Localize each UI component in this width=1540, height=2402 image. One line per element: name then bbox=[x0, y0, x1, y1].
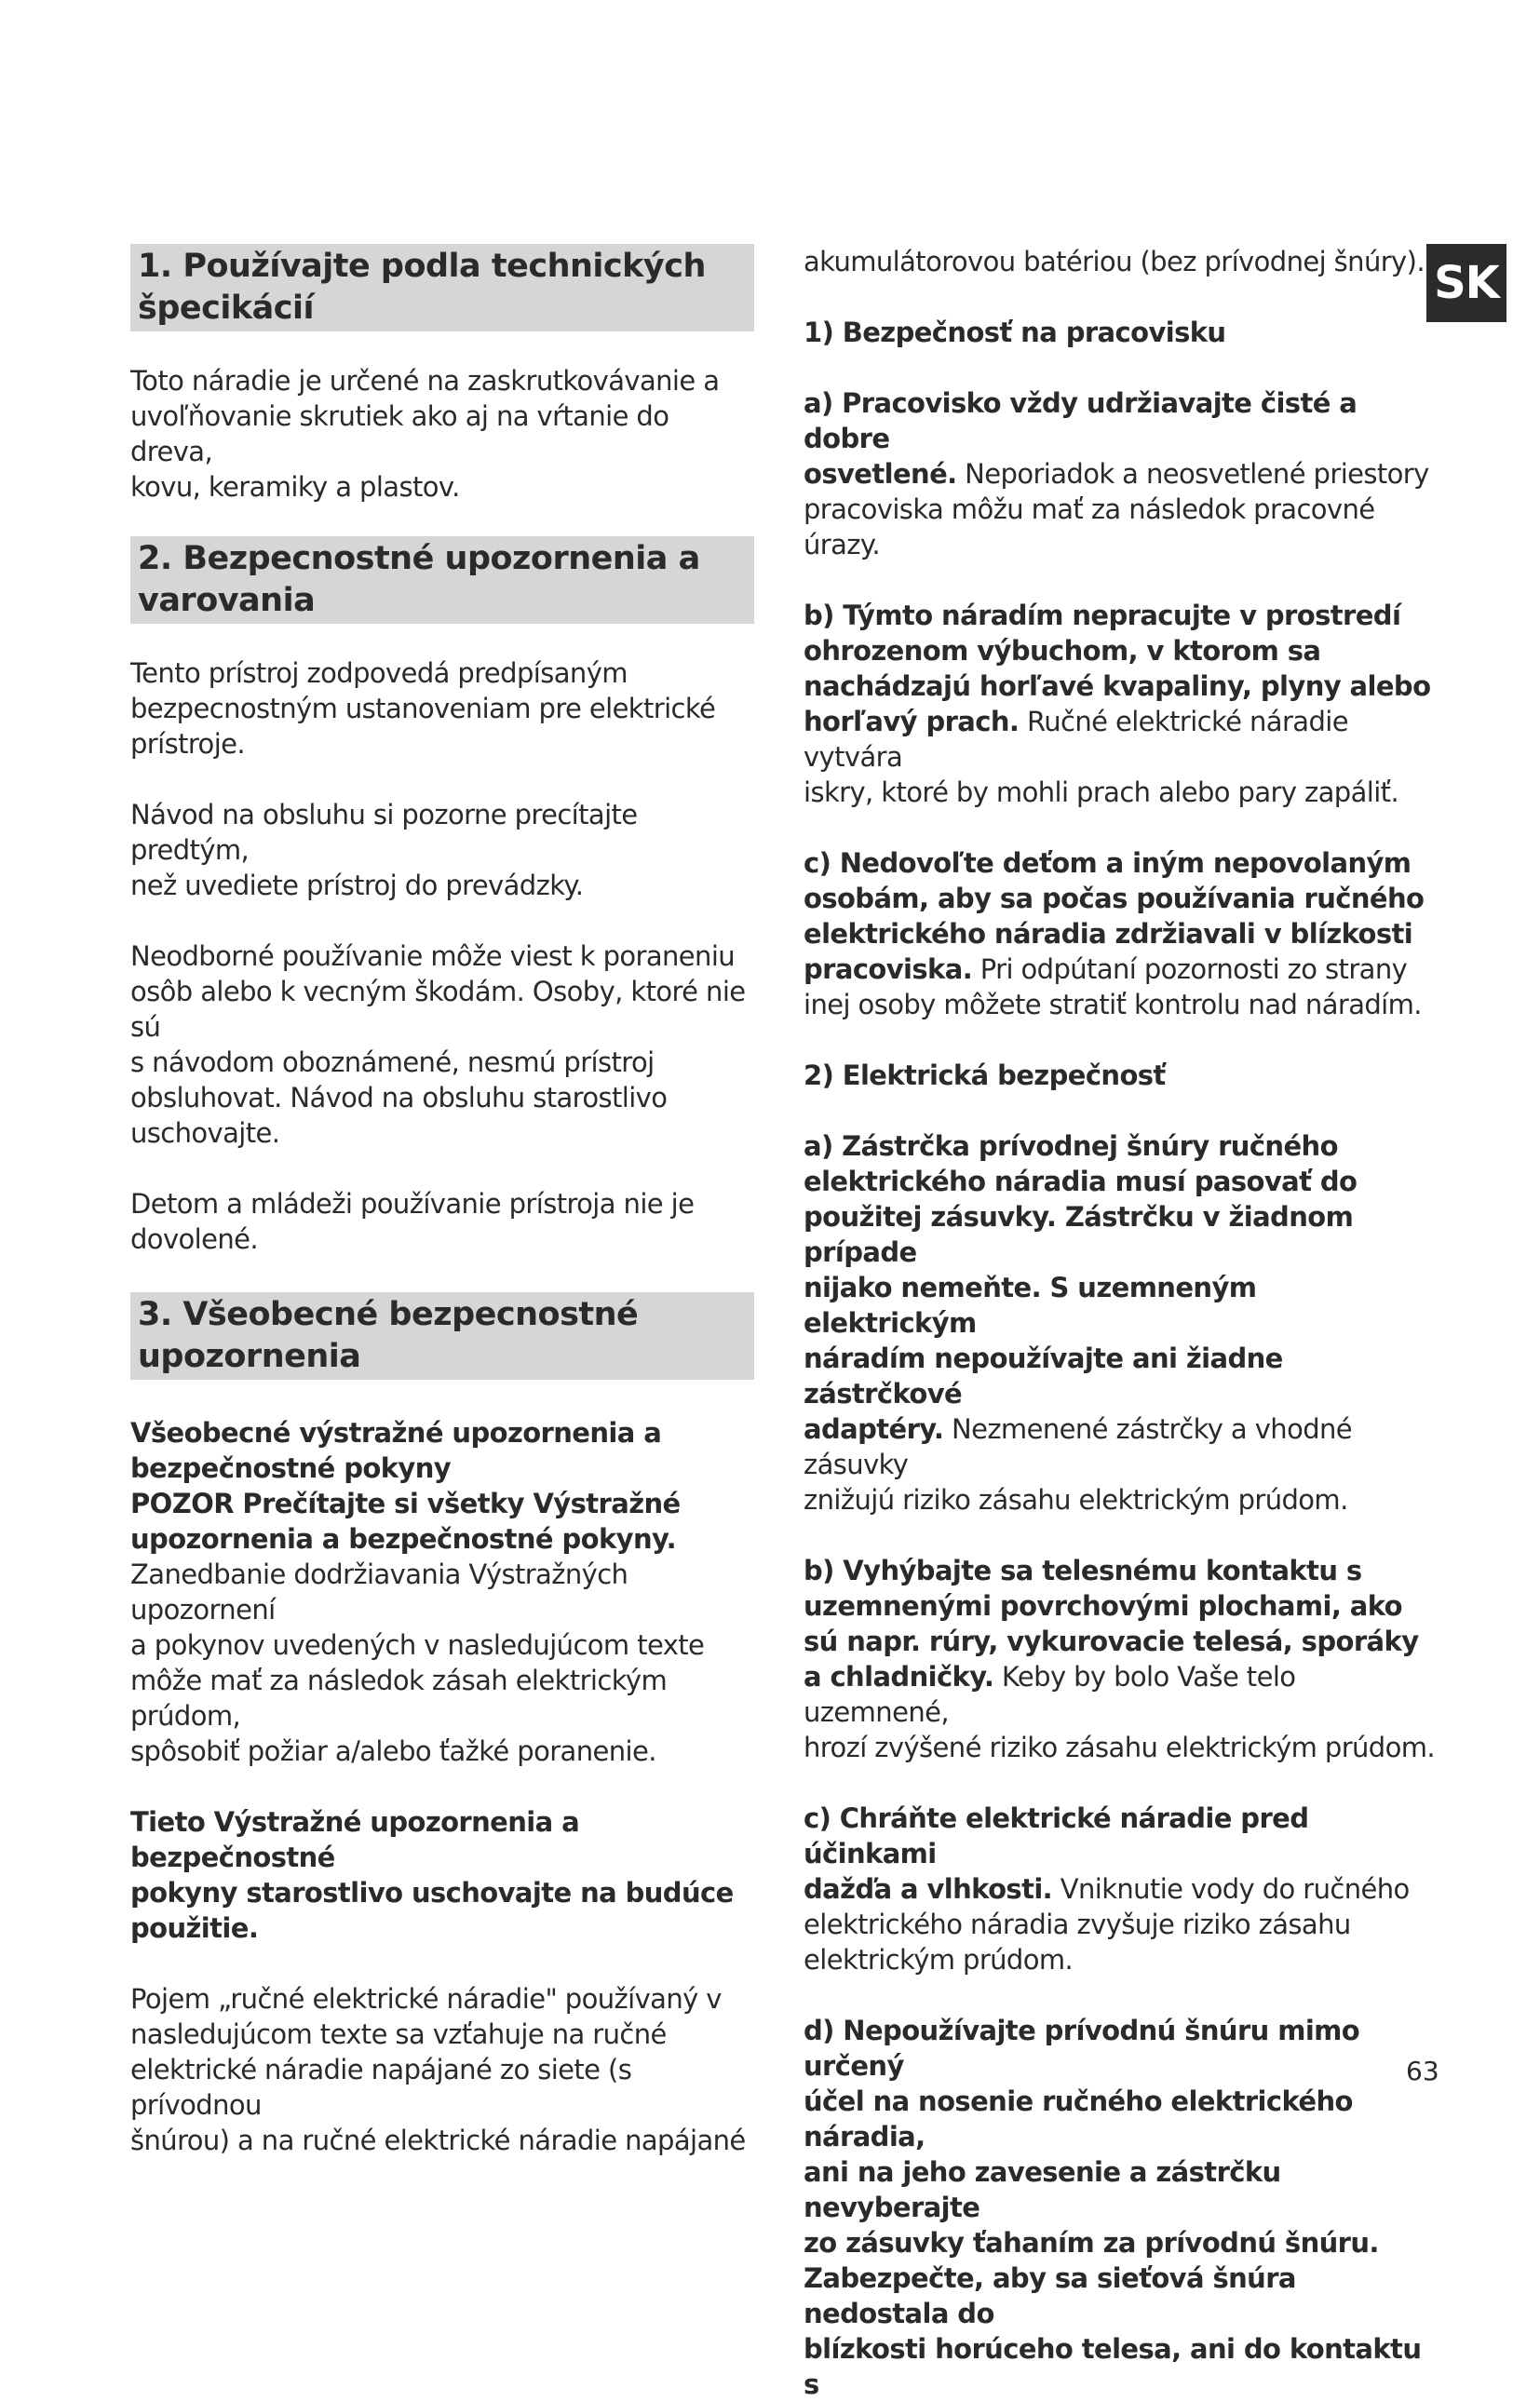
left-column bbox=[130, 244, 754, 2158]
paragraph-compliance: Tento prístroj zodpovedá predpísaným bezpecnostným ustanoveniam pre elektrické prístroje. bbox=[130, 657, 716, 760]
item-workplace-b: b) Týmto náradím nepracujte v prostredí ohrozenom výbuchom, v ktorom sa nachádzajú horľavé kvapaliny, plyny alebo horľavý prach. Ručné elektrické náradie vytvára iskry, ktoré by mohli prach alebo pary zapáliť. bbox=[804, 600, 1431, 808]
paragraph-general-warnings: Všeobecné výstražné upozornenia a bezpečnostné pokyny POZOR Prečítajte si všetky Výstražné upozornenia a bezpečnostné pokyny. Zanedbanie dodržiavania Výstražných upozornení a pokynov uvedených v nasledujúcom texte môže mať za následok zásah elektrickým prúdom, spôsobiť požiar a/alebo ťažké poranenie. bbox=[130, 1417, 705, 1767]
paragraph-read-manual: Návod na obsluhu si pozorne precítajte predtým, než uvediete prístroj do prevádzky. bbox=[130, 799, 638, 901]
paragraph-children: Detom a mládeži používanie prístroja nie je dovolené. bbox=[130, 1188, 695, 1255]
paragraph-battery-continuation: akumulátorovou batériou (bez prívodnej šnúry). bbox=[804, 246, 1425, 277]
right-column bbox=[804, 244, 1437, 2402]
paragraph-keep-warnings: Tieto Výstražné upozornenia a bezpečnostné pokyny starostlivo uschovajte na budúce použitie. bbox=[130, 1806, 734, 1944]
item-workplace-c: c) Nedovoľte deťom a iným nepovolaným osobám, aby sa počas používania ručného elektrického náradia zdržiavali v blízkosti pracoviska. Pri odpútaní pozornosti zo strany inej osoby môžete stratiť kontrolu nad náradím. bbox=[804, 847, 1425, 1020]
item-electrical-a: a) Zástrčka prívodnej šnúry ručného elektrického náradia musí pasovať do použitej zásuvky. Zástrčku v žiadnom prípade nijako nemeňte. S uzemneným elektrickým náradím nepoužívajte ani žiadne zástrčkové adaptéry. Nezmenené zástrčky a vhodné zásuvky znižujú riziko zásahu elektrickým prúdom. bbox=[804, 1130, 1358, 1516]
heading-1: 1. Používajte podla technických špecikácií bbox=[130, 244, 754, 331]
heading-2: 2. Bezpecnostné upozornenia a varovania bbox=[130, 536, 754, 624]
item-electrical-b: b) Vyhýbajte sa telesnému kontaktu s uzemnenými povrchovými plochami, ako sú napr. rúry, vykurovacie telesá, sporáky a chladničky. Keby by bolo Vaše telo uzemnené, hrozí zvýšené riziko zásahu elektrickým prúdom. bbox=[804, 1555, 1436, 1763]
item-electrical-c: c) Chráňte elektrické náradie pred účinkami dažďa a vlhkosti. Vniknutie vody do ručného elektrického náradia zvyšuje riziko zásahu elektrickým prúdom. bbox=[804, 1802, 1410, 1976]
item-electrical-d: d) Nepoužívajte prívodnú šnúru mimo určený účel na nosenie ručného elektrického náradia, ani na jeho zavesenie a zástrčku nevyberajte zo zásuvky ťahaním za prívodnú šnúru. Zabezpečte, aby sa sieťová šnúra nedostala do blízkosti horúceho telesa, ani do kontaktu s bbox=[804, 2015, 1422, 2400]
paragraph-power-tool-term: Pojem „ručné elektrické náradie" používaný v nasledujúcom texte sa vzťahuje na ručné elektrické náradie napájané zo siete (s prívodnou šnúrou) a na ručné elektrické náradie napájané bbox=[130, 1983, 746, 2156]
paragraph-usage: Toto náradie je určené na zaskrutkovávanie a uvoľňovanie skrutiek ako aj na vŕtanie do dreva, kovu, keramiky a plastov. bbox=[130, 365, 720, 503]
section-workplace-safety: 1) Bezpečnosť na pracovisku bbox=[804, 317, 1226, 348]
section-electrical-safety: 2) Elektrická bezpečnosť bbox=[804, 1059, 1166, 1091]
heading-3: 3. Všeobecné bezpecnostné upozornenia bbox=[130, 1292, 754, 1380]
paragraph-improper-use: Neodborné používanie môže viest k poraneniu osôb alebo k vecným škodám. Osoby, ktoré nie sú s návodom oboznámené, nesmú prístroj obsluhovat. Návod na obsluhu starostlivo uschovajte. bbox=[130, 940, 746, 1149]
language-badge: SK bbox=[1426, 244, 1506, 322]
page-number: 63 bbox=[1406, 2056, 1439, 2086]
item-workplace-a: a) Pracovisko vždy udržiavajte čisté a dobre osvetlené. Neporiadok a neosvetlené priestory pracoviska môžu mať za následok pracovné úrazy. bbox=[804, 387, 1429, 560]
